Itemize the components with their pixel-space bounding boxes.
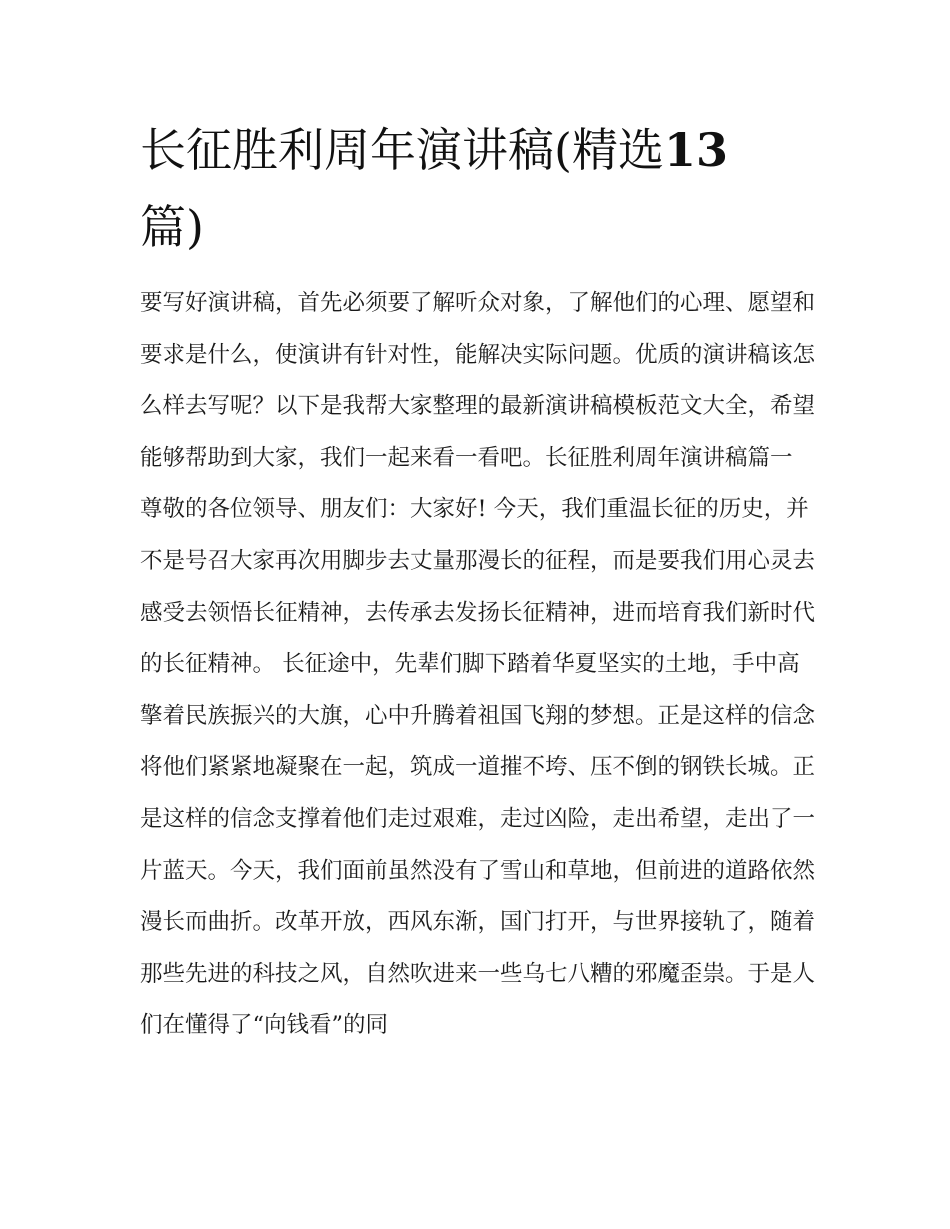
title-end: 篇) [140,200,204,254]
document-body: 要写好演讲稿，首先必须要了解听众对象，了解他们的心理、愿望和要求是什么，使演讲有针对性，能解决实际问题。优质的演讲稿该怎么样去写呢？以下是我帮大家整理的最新演讲稿模板范文大全，希望能够帮助到大家，我们一起来看一看吧。长征胜利周年演讲稿篇一 尊敬的各位领导、朋友们：大家好! 今天，我们重温长征的历史，并不是号召大家再次用脚步去丈量那漫长的征程，而是要我们用心灵去感受去领悟长征精神，去传承去发扬长征精神，进而培育我们新时代的长征精神。 长征途中，先辈们脚下踏着华夏坚实的土地，手中高擎着民族振兴的大旗，心中升腾着祖国飞翔的梦想。正是这样的信念将他们紧紧地凝聚在一起，筑成一道摧不垮、压不倒的钢铁长城。正是这样的信念支撑着他们走过艰难，走过凶险，走出希望，走出了一片蓝天。今天，我们面前虽然没有了雪山和草地，但前进的道路依然漫长而曲折。改革开放，西风东渐，国门打开，与世界接轨了，随着那些先进的科技之风，自然吹进来一些乌七八糟的邪魔歪祟。于是人们在懂得了“向钱看”的同 [140,290,816,1039]
title-number: 13 [663,123,728,177]
document-title [140,112,820,266]
title-main: 长征胜利周年演讲稿(精选 [140,123,664,177]
